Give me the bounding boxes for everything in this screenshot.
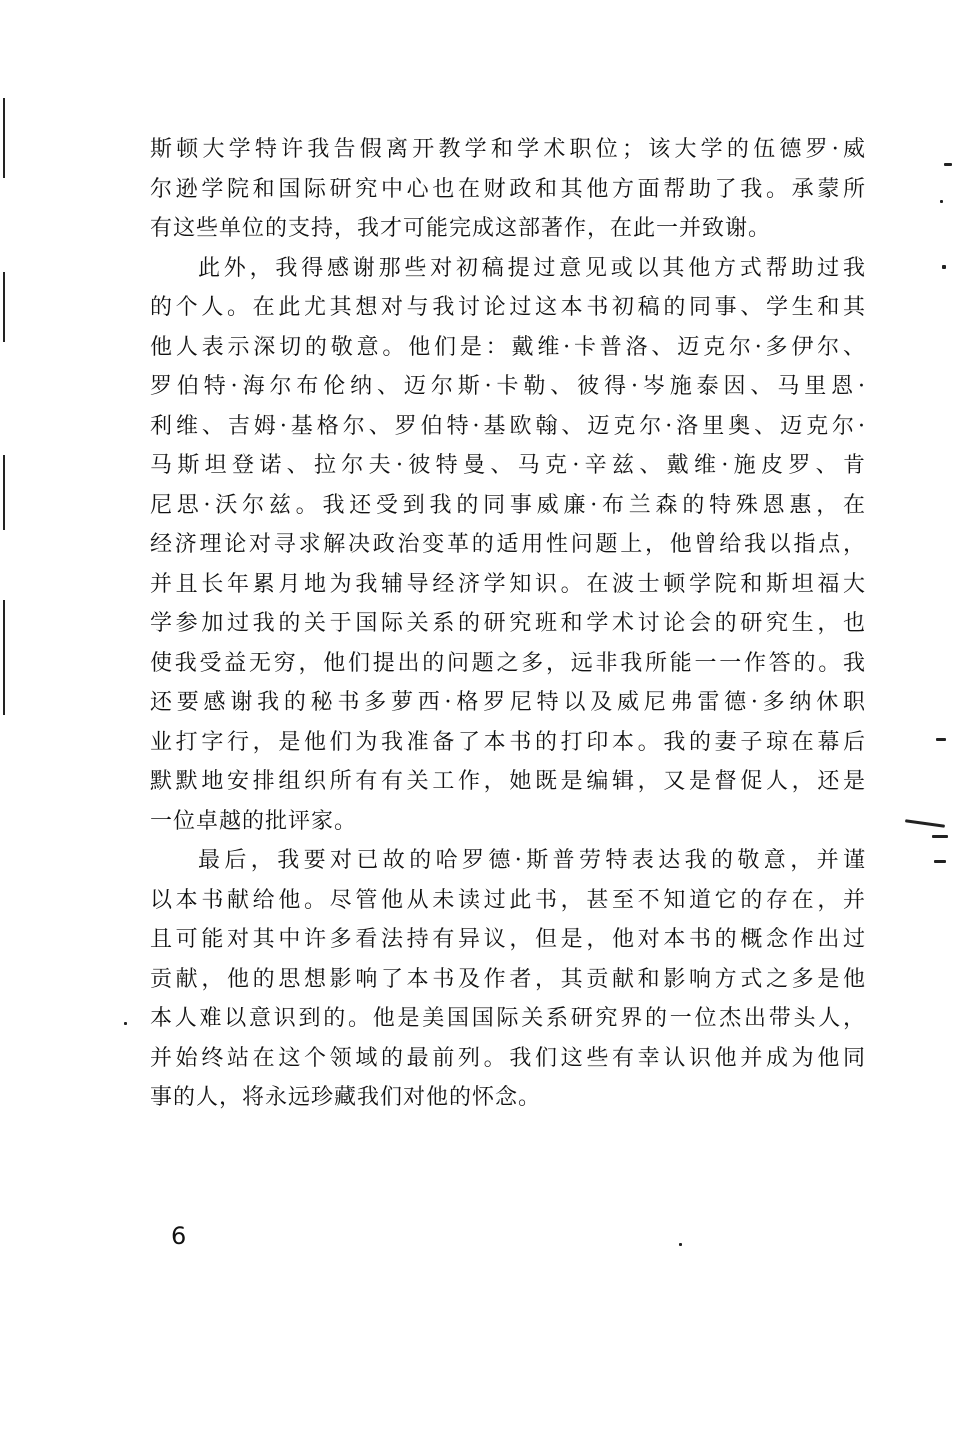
text-line: 本人难以意识到的。他是美国国际关系研究界的一位杰出带头人， bbox=[150, 1006, 866, 1031]
scan-speck bbox=[679, 1243, 682, 1246]
text-line: 业打字行，是他们为我准备了本书的打印本。我的妻子琼在幕后 bbox=[150, 729, 866, 755]
body-text bbox=[150, 130, 866, 1118]
scan-speck bbox=[940, 200, 943, 203]
text-line: 他人表示深切的敬意。他们是：戴维·卡普洛、迈克尔·多伊尔、 bbox=[150, 334, 866, 360]
text-line: 学参加过我的关于国际关系的研究班和学术讨论会的研究生，也 bbox=[150, 611, 866, 636]
text-line: 还要感谢我的秘书多萝西·格罗尼特以及威尼弗雷德·多纳休职 bbox=[150, 690, 866, 715]
scan-speck bbox=[124, 1022, 127, 1025]
text-line: 事的人，将永远珍藏我们对他的怀念。 bbox=[150, 1085, 542, 1110]
scan-speck bbox=[934, 860, 946, 863]
scan-binding-mark bbox=[3, 455, 5, 530]
scan-speck bbox=[905, 819, 945, 828]
text-line: 并始终站在这个领域的最前列。我们这些有幸认识他并成为他同 bbox=[150, 1045, 866, 1071]
text-line: 贡献，他的思想影响了本书及作者，其贡献和影响方式之多是他 bbox=[150, 966, 866, 992]
scan-speck bbox=[942, 265, 946, 269]
text-line: 且可能对其中许多看法持有异议，但是，他对本书的概念作出过 bbox=[150, 927, 866, 952]
scan-speck bbox=[932, 835, 948, 838]
text-line: 利维、吉姆·基格尔、罗伯特·基欧翰、迈克尔·洛里奥、迈克尔· bbox=[150, 413, 866, 439]
text-line: 尔逊学院和国际研究中心也在财政和其他方面帮助了我。承蒙所 bbox=[150, 176, 866, 202]
text-line: 使我受益无穷，他们提出的问题之多，远非我所能一一作答的。我 bbox=[150, 650, 866, 676]
text-line: 并且长年累月地为我辅导经济学知识。在波士顿学院和斯坦福大 bbox=[150, 571, 866, 597]
text-line: 的个人。在此尤其想对与我讨论过这本书初稿的同事、学生和其 bbox=[150, 295, 866, 320]
text-line: 经济理论对寻求解决政治变革的适用性问题上，他曾给我以指点， bbox=[150, 532, 866, 557]
text-line: 罗伯特·海尔布伦纳、迈尔斯·卡勒、彼得·岑施泰因、马里恩· bbox=[150, 374, 866, 399]
text-line: 马斯坦登诺、拉尔夫·彼特曼、马克·辛兹、戴维·施皮罗、肯 bbox=[150, 453, 866, 478]
scan-binding-mark bbox=[3, 600, 5, 715]
text-line: 默默地安排组织所有有关工作，她既是编辑，又是督促人，还是 bbox=[150, 769, 866, 794]
text-line: 以本书献给他。尽管他从未读过此书，甚至不知道它的存在，并 bbox=[150, 887, 866, 913]
text-line: 斯顿大学特许我告假离开教学和学术职位；该大学的伍德罗·威 bbox=[150, 137, 866, 162]
scan-binding-mark bbox=[3, 98, 5, 178]
text-line: 最后，我要对已故的哈罗德·斯普劳特表达我的敬意，并谨 bbox=[198, 848, 866, 873]
scan-speck bbox=[936, 738, 946, 741]
scan-speck bbox=[944, 163, 952, 166]
text-line: 有这些单位的支持，我才可能完成这部著作，在此一并致谢。 bbox=[150, 216, 772, 241]
text-line: 此外，我得感谢那些对初稿提过意见或以其他方式帮助过我 bbox=[198, 255, 866, 281]
page-number: 6 bbox=[171, 1222, 187, 1250]
text-line: 尼思·沃尔兹。我还受到我的同事威廉·布兰森的特殊恩惠，在 bbox=[150, 492, 866, 518]
scan-binding-mark bbox=[3, 272, 5, 342]
text-line: 一位卓越的批评家。 bbox=[150, 808, 358, 834]
